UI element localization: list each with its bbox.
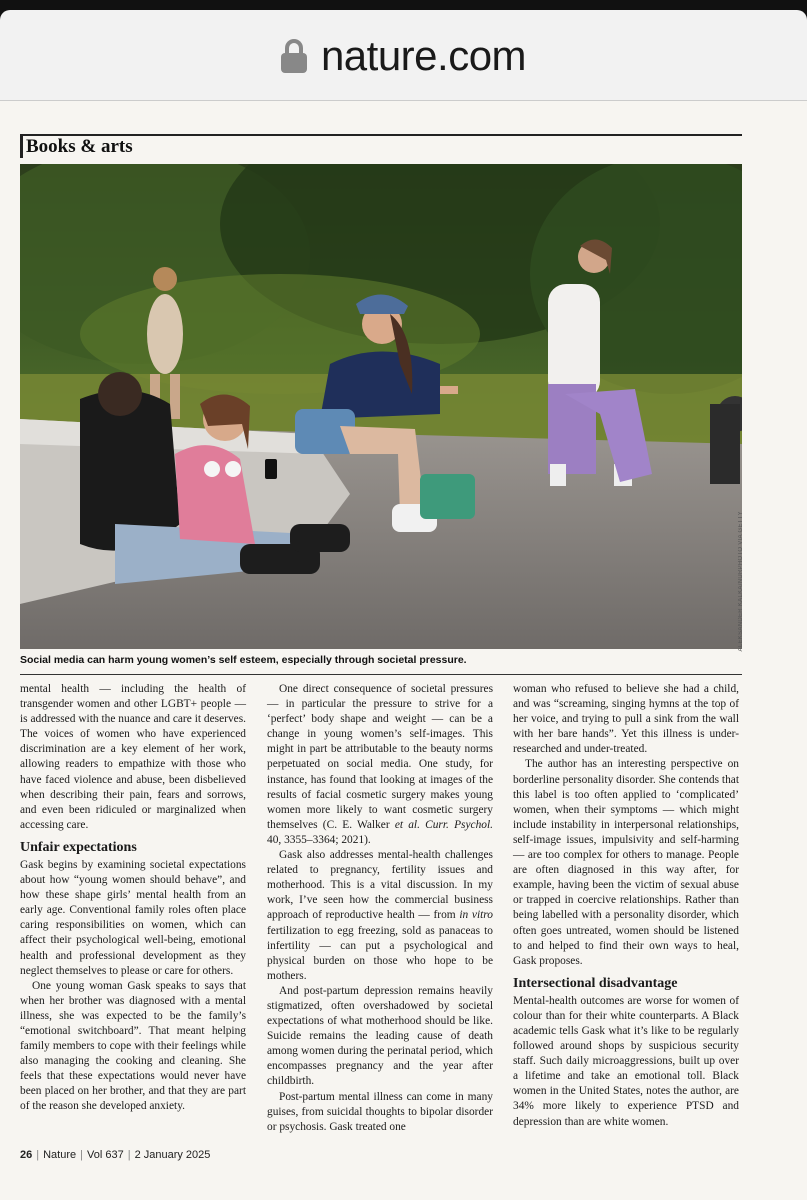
url-display[interactable] bbox=[0, 32, 807, 80]
article-column-1 bbox=[20, 682, 246, 1115]
lock-icon bbox=[281, 39, 307, 73]
paragraph: The author has an interesting perspective on borderline personality disorder. She contends that this label is too often applied to ‘complicated’ women, when their symptoms — which might include instability in interpersonal relationships, self-image issues, impulsivity and self-harming — are too complex for others to manage. People are often diagnosed in this way after, for example, having been the victim of sexual abuse or trapped in coercive relationships. Rather than being labelled with a personality disorder, which often goes untreated, women should be listened to and helped to find their own ways to heal, Gask proposes. bbox=[513, 758, 739, 967]
subheading-unfair-expectations: Unfair expectations bbox=[20, 839, 137, 855]
paragraph: woman who refused to believe she had a child, and was “screaming, singing hymns at the top of her voice, and trying to pull a sink from the wall with her bare hands”. Yet this illness is under-researched and under-treated. bbox=[513, 683, 739, 756]
subheading-intersectional-disadvantage: Intersectional disadvantage bbox=[513, 975, 678, 991]
photo-credit: ALEKSANDER KALKA/NURPHOTO VIA GETTY bbox=[738, 511, 744, 652]
url-text: nature.com bbox=[320, 32, 527, 79]
paragraph: Gask also addresses mental-health challenges related to pregnancy, fertility issues and motherhood. This is a vital discussion. In my work, I’ve seen how the commercial business approach of reproductive health — from in vitro fertilization to egg freezing, sold as panaceas to infertility — can put a psychological and physical burden on those who hope to be mothers. bbox=[267, 849, 493, 982]
page-number: 26 bbox=[20, 1149, 33, 1161]
browser-address-bar[interactable] bbox=[0, 10, 807, 100]
issue-date: 2 January 2025 bbox=[134, 1149, 211, 1161]
paragraph: Mental-health outcomes are worse for women of colour than for their white counterparts. A Black academic tells Gask what it’s like to be regularly followed around shops by suspicious security staff. Such daily microaggressions, built up over a lifetime and take an emotional toll. Black women in the United States, notes the author, are 34% more likely to experience PTSD and depression than are white women. bbox=[513, 994, 739, 1128]
park-scene-illustration bbox=[20, 164, 742, 649]
paragraph: Gask begins by examining societal expectations about how “young women should behave”, and how these shape girls’ mental health from an early age. Conventional family roles often place caring responsibilities on women, which can affect their psychological well-being, emotional health and professional development as they neglect themselves to please or care for others. bbox=[20, 858, 246, 977]
magazine-page bbox=[0, 100, 807, 1200]
section-heading: Books & arts bbox=[20, 136, 133, 158]
paragraph: Post-partum mental illness can come in many guises, from suicidal thoughts to bipolar disorder or psychosis. Gask treated one bbox=[267, 1090, 493, 1133]
page-footer: 26 | Nature | Vol 637 | 2 January 2025 bbox=[20, 1149, 211, 1161]
article-photo bbox=[20, 164, 742, 649]
photo-caption: Social media can harm young women’s self esteem, especially through societal pressure. bbox=[20, 654, 467, 666]
paragraph: And post-partum depression remains heavily stigmatized, often overshadowed by societal expectations of what motherhood should be like. Suicide remains the leading cause of death among women during the perinatal period, which encompasses pregnancy and the year after childbirth. bbox=[267, 984, 493, 1088]
paragraph: mental health — including the health of transgender women and other LGBT+ people — is addressed with the nuance and care it deserves. The voices of women who have experienced discrimination are a key element of her work, allowing readers to empathize with those who have faced violence and abuse, been disbelieved when describing their pain, fears and sorrows, and even been ridiculed or marginalized when accessing care. bbox=[20, 683, 246, 831]
journal-name: Nature bbox=[43, 1149, 77, 1161]
paragraph: One young woman Gask speaks to says that when her brother was diagnosed with a mental illness, she was expected to be the family’s “emotional switchboard”. That meant helping family members to cope with their feelings while also managing the cooking and cleaning. She feels that these expectations would never have been placed on her brother, and that they are part of the reason she developed anxiety. bbox=[20, 979, 246, 1113]
article-column-3 bbox=[513, 682, 739, 1130]
volume: Vol 637 bbox=[87, 1149, 124, 1161]
caption-rule bbox=[20, 674, 742, 675]
article-column-2 bbox=[267, 682, 493, 1135]
paragraph: One direct consequence of societal pressures — in particular the pressure to strive for a ‘perfect’ body shape and weight — can be a change in young women’s self-images. This might in part be attributable to the beauty norms perpetuated on social media. One study, for instance, has found that looking at images of the results of facial cosmetic surgery makes young women more likely to want cosmetic surgery themselves (C. E. Walker et al. Curr. Psychol. 40, 3355–3364; 2021). bbox=[267, 683, 493, 846]
